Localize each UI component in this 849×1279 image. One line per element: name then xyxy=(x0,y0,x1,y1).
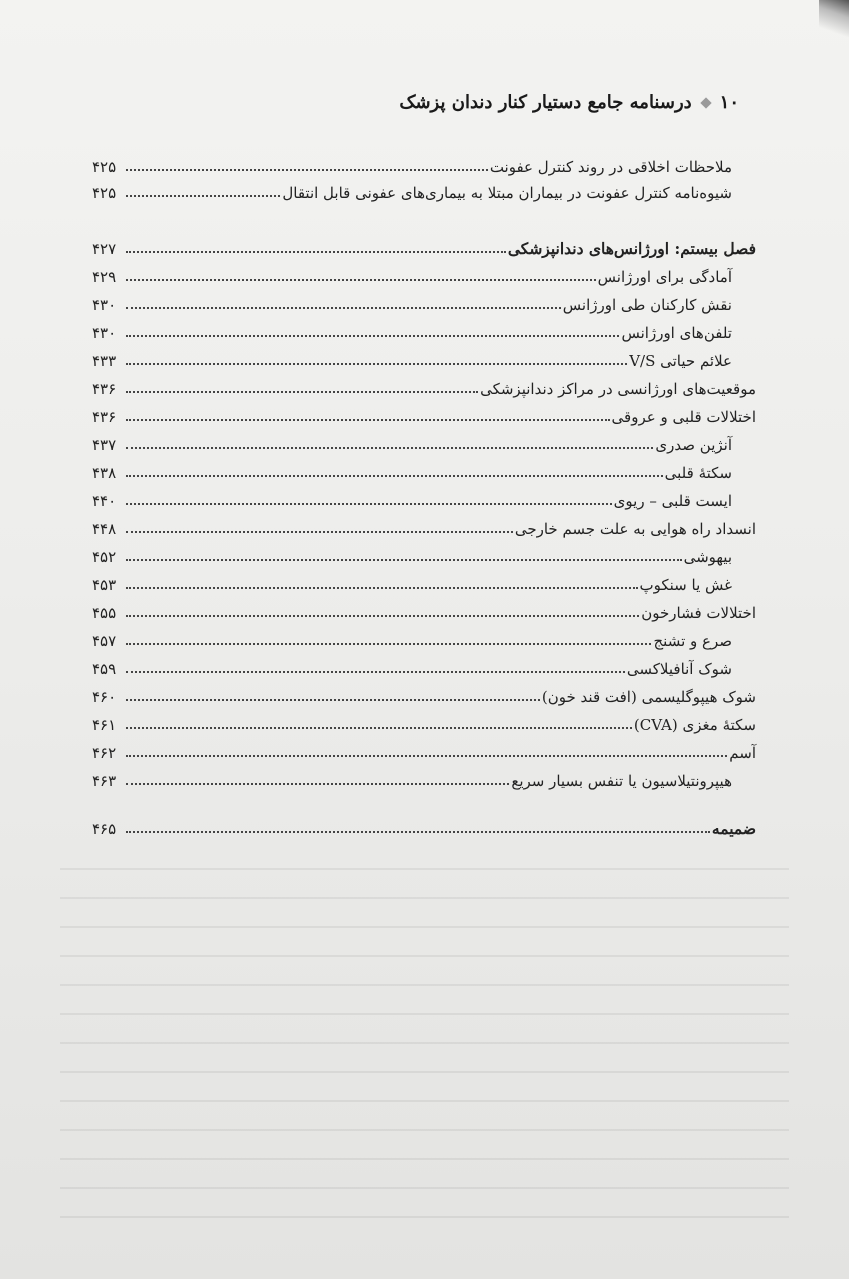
dot-leader xyxy=(126,782,509,785)
toc-entry xyxy=(92,652,756,680)
dot-leader xyxy=(126,830,710,833)
toc-entry-page: ۴۵۵ xyxy=(92,604,117,622)
toc-entry-title: موقعیت‌های اورژانسی در مراکز دندانپزشکی xyxy=(480,380,756,398)
dot-leader xyxy=(126,168,488,171)
toc-entry-title: صرع و تشنج xyxy=(653,632,732,650)
toc-entry xyxy=(92,260,756,288)
dot-leader xyxy=(126,418,610,421)
dot-leader xyxy=(126,194,280,197)
toc-entry-page: ۴۴۰ xyxy=(92,492,117,510)
toc-entry-page: ۴۳۳ xyxy=(92,352,117,370)
dot-leader xyxy=(126,278,596,281)
toc-entry-page: ۴۵۷ xyxy=(92,632,117,650)
toc-entry xyxy=(92,400,756,428)
toc-entry-title: فصل بیستم: اورژانس‌های دندانپزشکی xyxy=(507,239,756,258)
dot-leader xyxy=(126,446,653,449)
toc-entry-page: ۴۳۶ xyxy=(92,380,117,398)
dot-leader xyxy=(126,502,612,505)
header-book-title: درسنامه جامع دستیار کنار دندان پزشک xyxy=(399,92,692,113)
toc-entry xyxy=(92,680,756,708)
toc-entry-page: ۴۶۱ xyxy=(92,716,117,734)
toc-entry-title: انسداد راه هوایی به علت جسم خارجی xyxy=(514,520,756,538)
toc-entry-page: ۴۴۸ xyxy=(92,520,117,538)
toc-entry xyxy=(92,736,756,764)
toc-entry-page: ۴۲۵ xyxy=(92,184,117,202)
toc-entry-page: ۴۳۷ xyxy=(92,436,117,454)
toc-entry-page: ۴۶۲ xyxy=(92,744,117,762)
diamond-icon xyxy=(700,97,711,108)
toc-entry-title: آمادگی برای اورژانس xyxy=(597,268,732,286)
toc-entry xyxy=(92,540,756,568)
toc-entry-title: اختلالات فشارخون xyxy=(641,604,756,622)
toc-entry-title: نقش کارکنان طی اورژانس xyxy=(562,296,732,314)
toc-entry xyxy=(92,428,756,456)
toc-entry xyxy=(92,176,756,204)
dot-leader xyxy=(126,250,506,253)
dot-leader xyxy=(126,558,682,561)
dot-leader xyxy=(126,362,627,365)
toc-entry-page: ۴۲۷ xyxy=(92,240,117,258)
toc-entry-title: اختلالات قلبی و عروقی xyxy=(611,408,756,426)
dot-leader xyxy=(126,530,513,533)
toc-entry-title: شوک هیپوگلیسمی (افت قند خون) xyxy=(541,688,756,706)
toc-entry-page: ۴۳۶ xyxy=(92,408,117,426)
toc-entry xyxy=(92,344,756,372)
toc-entry-title: ایست قلبی – ریوی xyxy=(613,492,732,510)
toc-entry xyxy=(92,484,756,512)
toc-entry-title: شیوه‌نامه کنترل عفونت در بیماران مبتلا به بیماری‌های عفونی قابل انتقال xyxy=(282,184,732,202)
toc-entry xyxy=(92,568,756,596)
dot-leader xyxy=(126,642,651,645)
toc-entry-page: ۴۵۳ xyxy=(92,576,117,594)
toc-entry-title: آسم xyxy=(729,744,756,762)
toc-entry-page: ۴۵۹ xyxy=(92,660,117,678)
toc-entry-page: ۴۶۳ xyxy=(92,772,117,790)
toc-entry-title: ملاحظات اخلاقی در روند کنترل عفونت xyxy=(489,158,732,176)
dot-leader xyxy=(126,698,540,701)
toc-entry-page: ۴۶۰ xyxy=(92,688,117,706)
toc-entry-title: هیپرونتیلاسیون یا تنفس بسیار سریع xyxy=(511,772,732,790)
toc-entry xyxy=(92,372,756,400)
dot-leader xyxy=(126,726,632,729)
toc-entry-page: ۴۳۰ xyxy=(92,296,117,314)
toc-entry-title: آنژین صدری xyxy=(655,436,732,454)
dot-leader xyxy=(126,754,727,757)
dot-leader xyxy=(126,670,625,673)
toc-entry-page: ۴۳۰ xyxy=(92,324,117,342)
toc-entry xyxy=(92,708,756,736)
toc-entry-page: ۴۲۹ xyxy=(92,268,117,286)
toc-entry xyxy=(92,624,756,652)
toc-entry-title: سکتهٔ قلبی xyxy=(664,464,732,482)
dot-leader xyxy=(126,586,638,589)
toc-entry-title: تلفن‌های اورژانس xyxy=(621,324,732,342)
show-through-text xyxy=(60,850,789,1219)
toc-entry xyxy=(92,596,756,624)
dot-leader xyxy=(126,390,478,393)
header-page-number: ۱۰ xyxy=(719,92,739,113)
toc-entry xyxy=(92,288,756,316)
toc-entry-page: ۴۵۲ xyxy=(92,548,117,566)
toc-entry xyxy=(92,512,756,540)
toc-entry-page: ۴۳۸ xyxy=(92,464,117,482)
dot-leader xyxy=(126,474,663,477)
page-corner-shadow xyxy=(819,0,849,40)
toc-entry xyxy=(92,316,756,344)
toc-entry xyxy=(92,764,756,792)
toc-entry xyxy=(92,232,756,260)
toc-entry-page: ۴۲۵ xyxy=(92,158,117,176)
toc-entry xyxy=(92,150,756,178)
running-header xyxy=(399,92,739,113)
dot-leader xyxy=(126,614,639,617)
toc-entry xyxy=(92,456,756,484)
toc-entry xyxy=(92,812,756,840)
dot-leader xyxy=(126,334,619,337)
dot-leader xyxy=(126,306,561,309)
toc-entry-title: سکتهٔ مغزی (CVA) xyxy=(633,716,756,734)
toc-entry-title: شوک آنافیلاکسی xyxy=(626,660,732,678)
toc-entry-title: بیهوشی xyxy=(683,548,732,566)
toc-entry-title: ضمیمه xyxy=(711,819,756,838)
toc-entry-title: غش یا سنکوپ xyxy=(639,576,732,594)
toc-entry-title: علائم حیاتی V/S xyxy=(629,352,732,370)
toc-entry-page: ۴۶۵ xyxy=(92,820,117,838)
